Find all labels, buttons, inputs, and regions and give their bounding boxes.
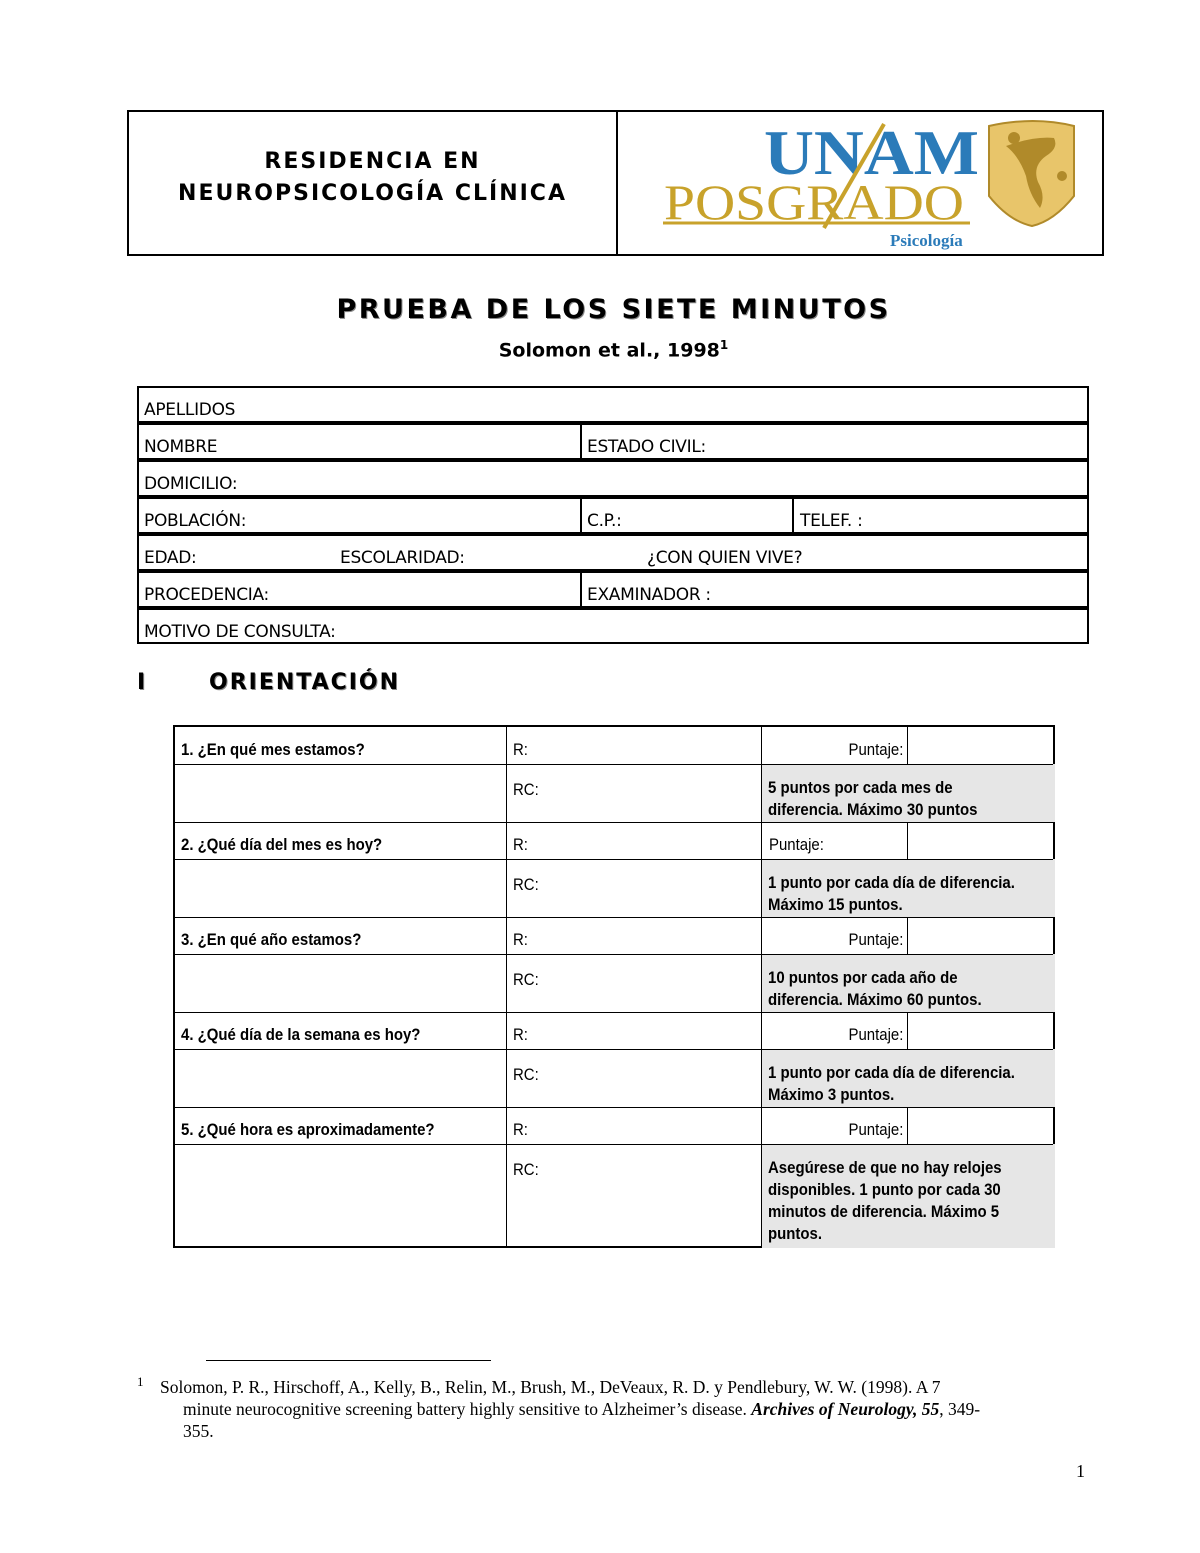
scoring-note-1 (768, 777, 1023, 821)
footnote-line2 (160, 1398, 1092, 1420)
correct-response-label[interactable]: RC: (513, 1160, 539, 1179)
patient-data-form (137, 386, 1089, 643)
footnote-part2: minute neurocognitive screening battery highly sensitive to Alzheimer’s disease. (183, 1399, 747, 1419)
section-title: ORIENTACIÓN (209, 670, 401, 695)
score-label: Puntaje: (848, 740, 903, 759)
field-apellidos[interactable]: APELLIDOS (144, 400, 236, 420)
table-col-rule (907, 727, 908, 764)
row-procedencia (137, 571, 1089, 608)
unam-shield-icon (989, 121, 1074, 226)
row-nombre (137, 423, 1089, 460)
scoring-note-4 (768, 1062, 1023, 1106)
scoring-note-2 (768, 872, 1023, 916)
score-label: Puntaje: (848, 930, 903, 949)
field-poblacion[interactable]: POBLACIÓN: (144, 511, 247, 531)
field-domicilio[interactable]: DOMICILIO: (144, 474, 238, 494)
table-rule (175, 822, 1053, 823)
response-label[interactable]: R: (513, 930, 528, 949)
score-label: Puntaje: (848, 1120, 903, 1139)
correct-response-label[interactable]: RC: (513, 970, 539, 989)
section-number: I (137, 670, 147, 695)
question-1: 1. ¿En qué mes estamos? (181, 740, 365, 759)
residencia-line1: RESIDENCIA EN (264, 149, 481, 174)
orientation-table (173, 725, 1055, 1248)
scoring-note-3 (768, 967, 1023, 1011)
page-title: PRUEBA DE LOS SIETE MINUTOS (336, 294, 891, 325)
table-col-rule (907, 917, 908, 954)
response-label[interactable]: R: (513, 740, 528, 759)
table-rule (175, 1012, 1053, 1013)
row-apellidos (137, 386, 1089, 423)
table-col-rule (907, 1012, 908, 1049)
response-label[interactable]: R: (513, 1025, 528, 1044)
table-rule (175, 1049, 1053, 1050)
response-label[interactable]: R: (513, 1120, 528, 1139)
field-edad[interactable]: EDAD: (144, 548, 197, 568)
question-4: 4. ¿Qué día de la semana es hoy? (181, 1025, 421, 1044)
row-domicilio (137, 460, 1089, 497)
scoring-note-5 (768, 1157, 1023, 1245)
table-rule (175, 1144, 1053, 1145)
footnote-part4: 355. (183, 1421, 214, 1441)
table-rule (175, 859, 1053, 860)
score-label: Puntaje: (769, 835, 824, 854)
note-line: 10 puntos por cada año de (768, 968, 958, 987)
footnote-mark: 1 (137, 1374, 144, 1389)
cell-divider (792, 497, 794, 534)
field-examinador[interactable]: EXAMINADOR : (587, 585, 711, 605)
note-line: 5 puntos por cada mes de (768, 778, 953, 797)
row-motivo (137, 608, 1089, 644)
field-telef[interactable]: TELEF. : (800, 511, 863, 531)
note-line: puntos. (768, 1224, 823, 1243)
field-con-quien-vive[interactable]: ¿CON QUIEN VIVE? (647, 548, 803, 568)
logo-word-top: UNAM (764, 117, 979, 188)
correct-response-label[interactable]: RC: (513, 875, 539, 894)
subtitle-footnote-ref: 1 (719, 338, 729, 352)
correct-response-label[interactable]: RC: (513, 1065, 539, 1084)
table-col-rule (506, 727, 507, 1248)
table-rule (175, 1107, 1053, 1108)
field-motivo-consulta[interactable]: MOTIVO DE CONSULTA: (144, 622, 336, 642)
response-label[interactable]: R: (513, 835, 528, 854)
table-col-rule (761, 727, 762, 1248)
note-line: Asegúrese de que no hay relojes (768, 1158, 1002, 1177)
question-2: 2. ¿Qué día del mes es hoy? (181, 835, 383, 854)
note-line: 1 punto por cada día de diferencia. (768, 873, 1015, 892)
footnote-journal: Archives of Neurology, 55 (751, 1399, 940, 1419)
table-col-rule (907, 1107, 908, 1144)
page-number: 1 (1076, 1461, 1085, 1481)
correct-response-label[interactable]: RC: (513, 780, 539, 799)
logo-subtitle: Psicología (890, 231, 963, 250)
footnote-part3: , 349- (939, 1399, 981, 1419)
footnote-separator (206, 1360, 491, 1361)
logo-word-bottom: POSGRADO (664, 174, 964, 230)
field-nombre[interactable]: NOMBRE (144, 437, 218, 457)
question-3: 3. ¿En qué año estamos? (181, 930, 362, 949)
field-estado-civil[interactable]: ESTADO CIVIL: (587, 437, 706, 457)
footnote-part1: Solomon, P. R., Hirschoff, A., Kelly, B., Relin, M., Brush, M., DeVeaux, R. D. y Pendlebury, W. W. (1998). A 7 (160, 1377, 941, 1397)
note-line: diferencia. Máximo 60 puntos. (768, 990, 982, 1009)
note-line: disponibles. 1 punto por cada 30 (768, 1180, 1001, 1199)
row-edad (137, 534, 1089, 571)
note-line: Máximo 3 puntos. (768, 1085, 895, 1104)
table-col-rule (907, 822, 908, 859)
table-rule (175, 954, 1053, 955)
page-subtitle (0, 338, 1200, 361)
header-divider (616, 112, 618, 254)
header-box (127, 110, 1104, 256)
residencia-line2: NEUROPSICOLOGÍA CLÍNICA (178, 181, 567, 206)
question-5: 5. ¿Qué hora es aproximadamente? (181, 1120, 435, 1139)
subtitle-text: Solomon et al., 1998 (498, 339, 720, 362)
residencia-title (129, 146, 616, 210)
score-label: Puntaje: (848, 1025, 903, 1044)
unam-posgrado-logo (654, 116, 1094, 252)
table-rule (175, 764, 1053, 765)
note-line: diferencia. Máximo 30 puntos (768, 800, 978, 819)
field-procedencia[interactable]: PROCEDENCIA: (144, 585, 269, 605)
table-rule (175, 917, 1053, 918)
note-line: Máximo 15 puntos. (768, 895, 903, 914)
note-line: minutos de diferencia. Máximo 5 (768, 1202, 1000, 1221)
footnote-text (160, 1376, 1092, 1442)
row-poblacion (137, 497, 1089, 534)
note-line: 1 punto por cada día de diferencia. (768, 1063, 1015, 1082)
field-escolaridad[interactable]: ESCOLARIDAD: (340, 548, 465, 568)
field-cp[interactable]: C.P.: (587, 511, 622, 531)
